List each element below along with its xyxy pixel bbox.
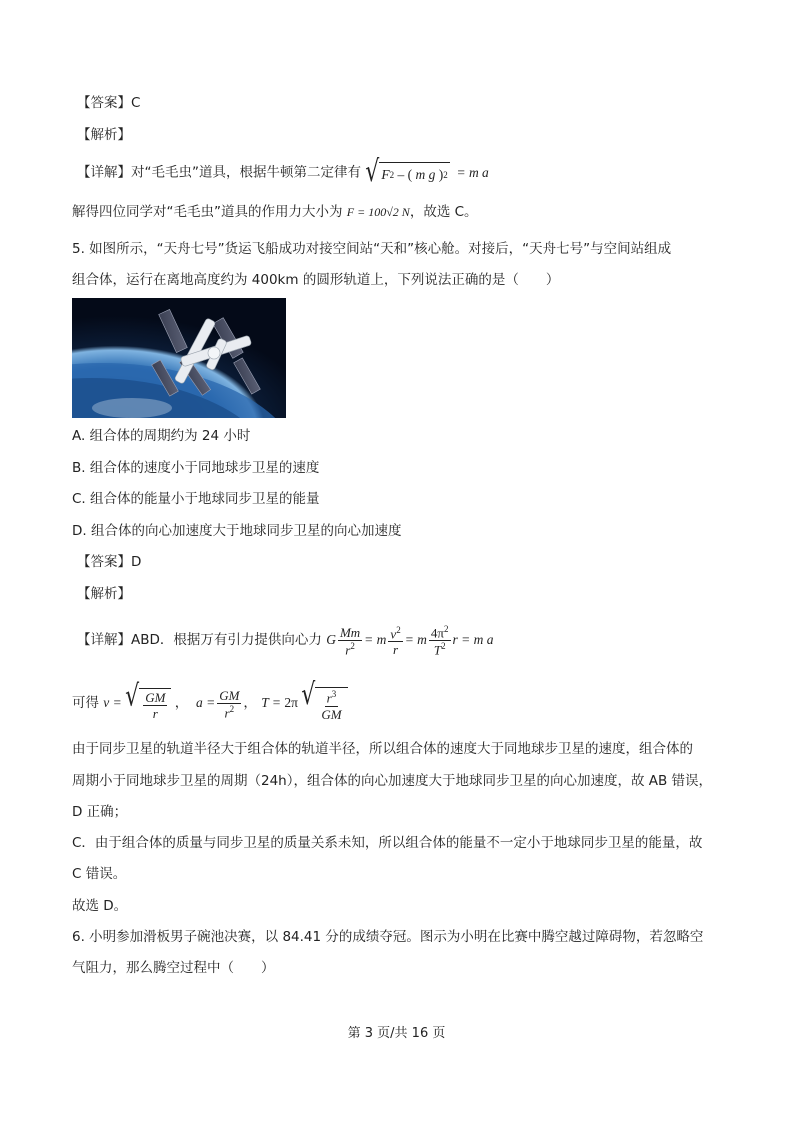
q5-formula-prefix: 可得 [72, 695, 99, 711]
q4-result [72, 202, 478, 222]
q4-result-text: 解得四位同学对“毛毛虫”道具的作用力大小为 [72, 204, 343, 220]
q4-detail [77, 155, 489, 190]
q5-option-b: B. 组合体的速度小于同地球步卫星的速度 [72, 460, 320, 476]
q4-newton-equation: √ F 2 – ( m g ) 2 = m a [365, 155, 489, 190]
q6-stem-line2: 气阻力，那么腾空过程中（ ） [72, 960, 275, 976]
space-station-illustration [72, 298, 286, 418]
q4-result-end: ，故选 C。 [409, 204, 478, 220]
q4-answer: 【答案】C [77, 95, 141, 111]
space-station-photo [72, 298, 286, 418]
q5-option-a: A. 组合体的周期约为 24 小时 [72, 428, 251, 444]
q5-gravity-equation: G $\frac{Mm}{r^2}$ = m $\frac{v^2}{r}$ = m $\frac{4\pi^2}{T^2}$ r = m a [326, 624, 494, 658]
q5-stem-line2: 组合体，运行在离地高度约为 400km 的圆形轨道上，下列说法正确的是（ ） [72, 272, 560, 288]
q5-formula-a: a = $\frac{GM}{r^2}$ [192, 687, 240, 721]
q4-detail-label: 【详解】 [77, 164, 131, 181]
q4-analysis-label: 【解析】 [77, 127, 131, 143]
q5-detail-text: ABD．根据万有引力提供向心力 [131, 632, 322, 648]
q5-explain-line2: 周期小于同地球步卫星的周期（24h），组合体的向心加速度大于地球同步卫星的向心加速度，故 AB 错误， [72, 773, 713, 789]
q5-detail-label: 【详解】 [77, 632, 131, 648]
q5-formula-T: T = 2π √ $\frac{r^3}{GM}$ [261, 695, 347, 710]
q5-c-line1: C．由于组合体的质量与同步卫星的质量关系未知，所以组合体的能量不一定小于地球同步卫星的能量，故 [72, 835, 703, 851]
q5-detail [77, 622, 494, 658]
q5-explain-line1: 由于同步卫星的轨道半径大于组合体的轨道半径，所以组合体的速度大于同地球步卫星的速度，组合体的 [72, 741, 693, 757]
q5-derived-formulas: 可得 v = √ $\frac{GM}{r}$ ， a = $\frac{GM}{r^2}$ ， T = 2π √ $\frac{r^3}{GM}$ [72, 683, 348, 723]
q5-option-d: D. 组合体的向心加速度大于地球同步卫星的向心加速度 [72, 523, 402, 539]
q5-analysis-label: 【解析】 [77, 586, 131, 602]
q5-option-c: C. 组合体的能量小于地球同步卫星的能量 [72, 491, 320, 507]
q5-explain-line3: D 正确； [72, 804, 128, 820]
q6-stem-line1: 6. 小明参加滑板男子碗池决赛，以 84.41 分的成绩夺冠。图示为小明在比赛中腾空越过障碍物，若忽略空 [72, 929, 704, 945]
page-footer: 第 3 页/共 16 页 [347, 1026, 446, 1041]
q5-conclusion: 故选 D。 [72, 898, 128, 914]
q5-c-line2: C 错误。 [72, 866, 127, 882]
q5-answer: 【答案】D [77, 554, 142, 570]
q4-result-value: F = 100√2 N [346, 205, 410, 219]
q4-detail-text: 对“毛毛虫”道具，根据牛顿第二定律有 [131, 164, 361, 181]
q5-formula-v: v = √ $\frac{GM}{r}$ [103, 695, 174, 710]
q5-stem-line1: 5. 如图所示，“天舟七号”货运飞船成功对接空间站“天和”核心舱。对接后，“天舟七号”与空间站组成 [72, 241, 672, 257]
